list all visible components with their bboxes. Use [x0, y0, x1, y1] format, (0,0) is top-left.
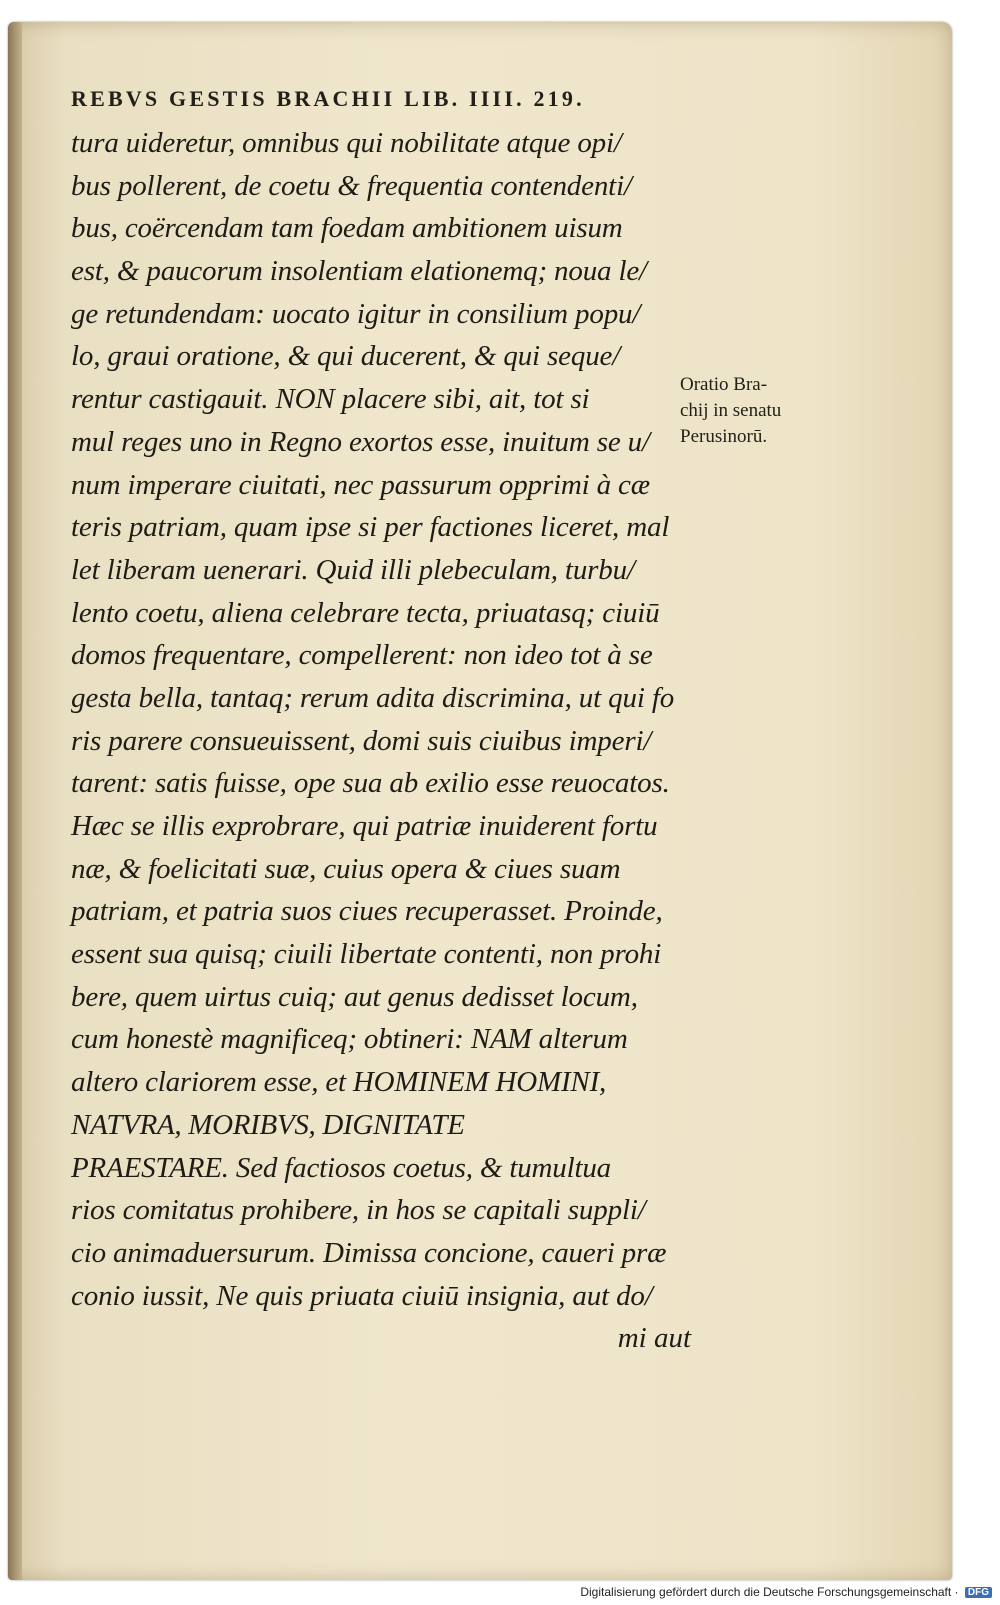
- text-line: lo, graui oratione, & qui ducerent, & qui seque/: [71, 340, 621, 373]
- text-line: altero clariorem esse, et HOMINEM HOMINI,: [71, 1066, 607, 1099]
- text-line: ris parere consueuissent, domi suis ciuibus imperi/: [71, 724, 652, 757]
- text-line: Hæc se illis exprobrare, qui patriæ inuiderent fortu: [71, 810, 658, 842]
- text-line: tarent: satis fuisse, ope sua ab exilio esse reuocatos.: [71, 767, 670, 800]
- text-line: gesta bella, tantaq; rerum adita discrimina, ut qui fo: [71, 681, 675, 714]
- text-line: næ, & foelicitati suæ, cuius opera & ciues suam: [71, 852, 621, 885]
- text-line: tura uideretur, omnibus qui nobilitate atque opi/: [71, 127, 622, 159]
- text-line: mul reges uno in Regno exortos esse, inuitum se u/: [71, 425, 650, 458]
- marginal-note-line: Oratio Bra-: [680, 374, 768, 395]
- marginal-note-line: chij in senatu: [680, 400, 782, 421]
- footer-text: Digitalisierung gefördert durch die Deutsche Forschungsgemeinschaft ·: [580, 1585, 959, 1599]
- text-line: rentur castigauit. NON placere sibi, ait, tot si: [71, 383, 590, 416]
- text-line: est, & paucorum insolentiam elationemq; noua le/: [71, 255, 647, 288]
- text-line: mi aut: [617, 1322, 691, 1355]
- text-line: lento coetu, aliena celebrare tecta, priuatasq; ciuiū: [71, 596, 660, 629]
- body-text: [71, 122, 691, 1360]
- text-line: rios comitatus prohibere, in hos se capitali suppli/: [71, 1194, 646, 1227]
- page-binding-edge: [8, 22, 22, 1580]
- text-line: PRAESTARE. Sed factiosos coetus, & tumultua: [71, 1151, 611, 1184]
- text-line: cum honestè magnificeq; obtineri: NAM alterum: [71, 1023, 628, 1056]
- text-line: conio iussit, Ne quis priuata ciuiū insignia, aut do/: [71, 1279, 653, 1312]
- running-head: REBVS GESTIS BRACHII LIB. IIII. 219.: [71, 86, 585, 111]
- digitization-footer: [580, 1585, 992, 1599]
- text-line: bere, quem uirtus cuiq; aut genus dedisset locum,: [71, 980, 638, 1013]
- text-line: num imperare ciuitati, nec passurum opprimi à cæ: [71, 468, 650, 501]
- text-line: bus, coërcendam tam foedam ambitionem uisum: [71, 212, 623, 245]
- text-line: NATVRA, MORIBVS, DIGNITATE: [71, 1108, 465, 1141]
- text-line: teris patriam, quam ipse si per factiones liceret, mal: [71, 511, 670, 544]
- text-line: cio animaduersurum. Dimissa concione, caueri præ: [71, 1236, 667, 1269]
- marginal-note-line: Perusinorū.: [680, 426, 768, 447]
- text-line: patriam, et patria suos ciues recuperasset. Proinde,: [71, 895, 663, 928]
- text-line: let liberam uenerari. Quid illi plebeculam, turbu/: [71, 553, 635, 586]
- text-line: bus pollerent, de coetu & frequentia contendenti/: [71, 169, 632, 202]
- dfg-logo: DFG: [965, 1587, 992, 1598]
- text-line: essent sua quisq; ciuili libertate contenti, non prohi: [71, 938, 662, 971]
- text-line: ge retundendam: uocato igitur in consilium popu/: [71, 297, 641, 330]
- text-line: domos frequentare, compellerent: non ideo tot à se: [71, 639, 653, 672]
- marginal-note: [680, 372, 830, 450]
